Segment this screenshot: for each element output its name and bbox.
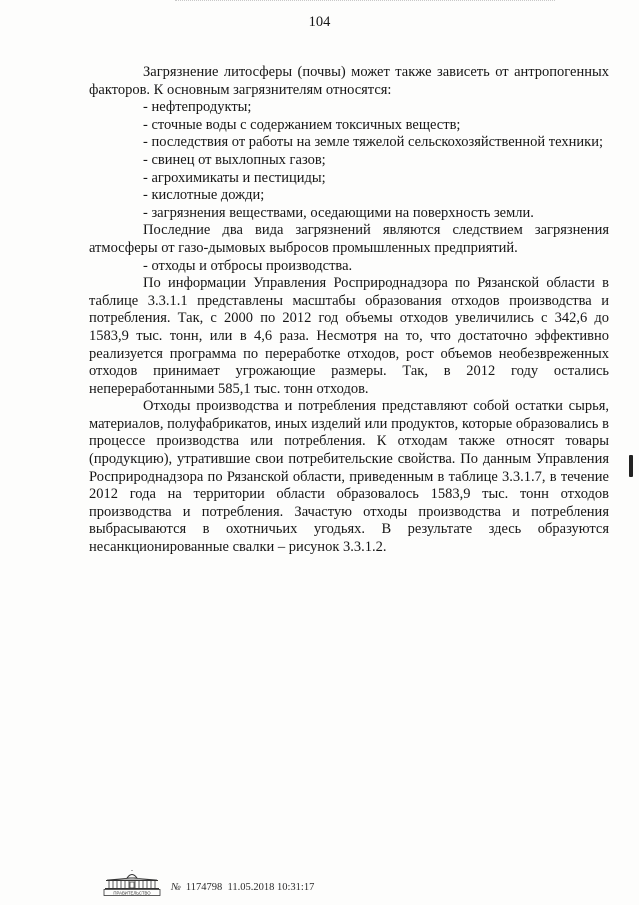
paragraph: Загрязнение литосферы (почвы) может также зависеть от антропогенных факторов. К основным загрязнителям относятся: [89,64,609,98]
paragraph: Отходы производства и потребления представляют собой остатки сырья, материалов, полуфабрикатов, иных изделий или продуктов, которые образовались в процессе производства или потребления. К отходам также относят товары (продукцию), утратившие свои потребительские свойства. По данным Управления Росприроднадзора по Рязанской области, приведенным в таблице 3.3.1.7, в течение 2012 года на территории области образовалось 1583,9 тыс. тонн отходов производства и потребления. Зачастую отходы производства и потребления выбрасываются в охотничьих угодьях. В результате здесь образуются несанкционированные свалки – рисунок 3.3.1.2. [89,398,609,556]
number-sign: № [171,882,181,893]
list-item: - свинец от выхлопных газов; [143,151,326,168]
document-number: 1174798 [185,882,223,893]
body-text [89,64,609,557]
document-stamp [171,882,314,893]
footer [103,866,314,896]
scan-artifact [629,455,633,477]
svg-text:ПРАВИТЕЛЬСТВО: ПРАВИТЕЛЬСТВО [113,890,151,896]
list-item: - отходы и отбросы производства. [143,257,353,274]
government-building-icon [103,870,161,896]
list-item: - кислотные дожди; [143,187,265,204]
list-item: - последствия от работы на земле тяжелой сельскохозяйственной техники; [143,134,603,151]
list-item: - загрязнения веществами, оседающими на поверхность земли. [143,204,534,221]
list-item: - сточные воды с содержанием токсичных веществ; [143,116,461,133]
scan-artifact [175,0,555,3]
page-number: 104 [308,14,331,30]
list-item: - нефтепродукты; [143,99,252,116]
paragraph: Последние два вида загрязнений являются следствием загрязнения атмосферы от газо-дымовых выбросов промышленных предприятий. [89,222,609,256]
paragraph: По информации Управления Росприроднадзора по Рязанской области в таблице 3.3.1.1 представлены масштабы образования отходов производства и потребления. Так, с 2000 по 2012 год объемы отходов увеличились с 342,6 до 1583,9 тыс. тонн, или в 4,6 раза. Несмотря на то, что достаточно эффективно реализуется программа по переработке отходов, рост объемов необезвреженных отходов принимает угрожающие размеры. Так, в 2012 году остались непереработанными 585,1 тыс. тонн отходов. [89,275,609,397]
timestamp: 11.05.2018 10:31:17 [227,882,315,893]
list-item: - агрохимикаты и пестициды; [143,169,326,186]
